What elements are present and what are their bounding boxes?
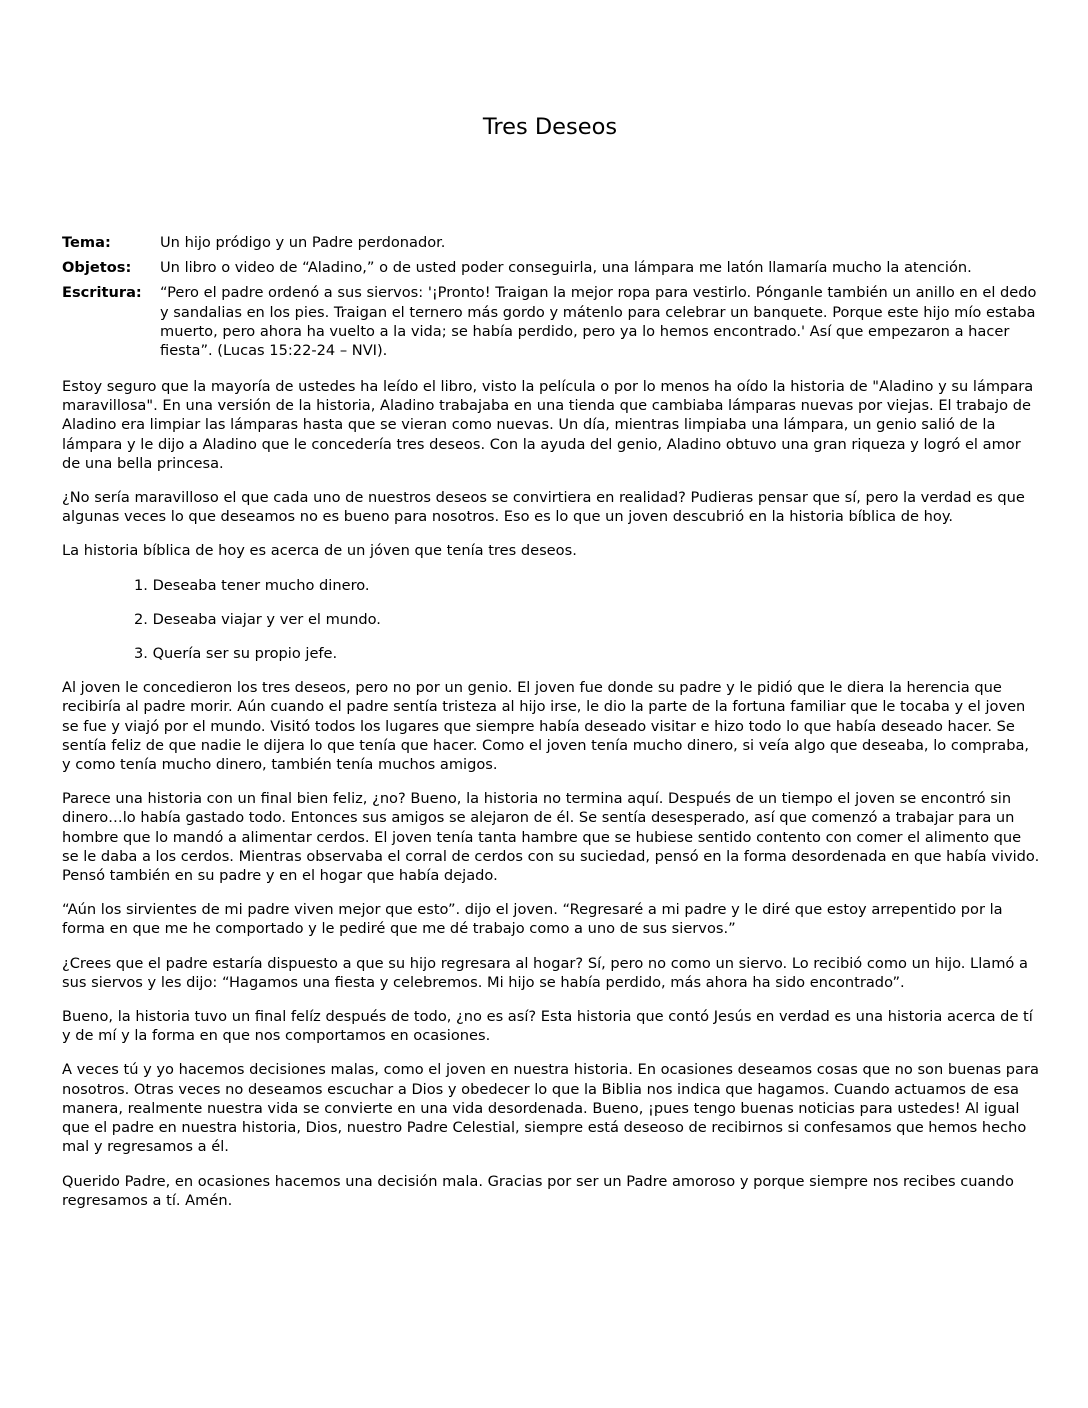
list-item: 2. Deseaba viajar y ver el mundo. [134,610,381,628]
info-row-escritura [62,283,1040,366]
wishes-list [62,576,1040,664]
paragraph: Parece una historia con un final bien feliz, ¿no? Bueno, la historia no termina aquí. Después de un tiempo el joven se encontró sin dinero…lo había gastado todo. Entonces sus amigos se alejaron de él. Se sentía desesperado, así que comenzó a trabajar para un hombre que lo mandó a alimentar cerdos. El joven tenía tanta hambre que se hubiese sentido contento con comer el alimento que se le daba a los cerdos. Mientras observaba el corral de cerdos con su suciedad, pensó en la forma desordenada en que había vivido. Pensó también en su padre y en el hogar que había dejado. [62,790,1040,885]
info-value: “Pero el padre ordenó a sus siervos: '¡Pronto! Traigan la mejor ropa para vestirlo. Pónganle también un anillo en el dedo y sandalias en los pies. Traigan el ternero más gordo y mátenlo para celebrar un banquete. Porque este hijo mío estaba muerto, pero ahora ha vuelto a la vida; se había perdido, pero ya lo hemos encontrado.' Así que empezaron a hacer fiesta”. (Lucas 15:22-24 – NVI). [160,284,1037,360]
info-value: Un hijo pródigo y un Padre perdonador. [160,234,446,251]
paragraph: Al joven le concedieron los tres deseos, pero no por un genio. El joven fue donde su padre y le pidió que le diera la herencia que recibiría al padre morir. Aún cuando el padre sentía tristeza al hijo irse, le dio la parte de la fortuna familiar que le tocaba y el joven se fue y viajó por el mundo. Visitó todos los lugares que siempre había deseado visitar e hizo todo lo que había deseado hacer. Se sentía feliz de que nadie le dijera lo que tenía que hacer. Como el joven tenía mucho dinero, si veía algo que deseaba, lo compraba, y como tenía mucho dinero, también tenía muchos amigos. [62,679,1030,774]
info-row-tema [62,233,1040,258]
list-item: 3. Quería ser su propio jefe. [134,645,338,663]
paragraph: A veces tú y yo hacemos decisiones malas, como el joven en nuestra historia. En ocasiones deseamos cosas que no son buenas para nosotros. Otras veces no deseamos escuchar a Dios y obedecer lo que la Biblia nos indica que hagamos. Cuando actuamos de esa manera, realmente nuestra vida se convierte en una vida desordenada. Bueno, ¡pues tengo buenas noticias para ustedes! Al igual que el padre en nuestra historia, Dios, nuestro Padre Celestial, siempre está deseoso de recibirnos si confesamos que hemos hecho mal y regresamos a él. [62,1061,1039,1156]
paragraph: ¿Crees que el padre estaría dispuesto a que su hijo regresara al hogar? Sí, pero no como un siervo. Lo recibió como un hijo. Llamó a sus siervos y les dijo: “Hagamos una fiesta y celebremos. Mi hijo se había perdido, más ahora ha sido encontrado”. [62,954,1028,991]
info-label: Objetos: [62,259,132,277]
paragraph: La historia bíblica de hoy es acerca de un jóven que tenía tres deseos. [62,542,577,560]
lesson-body [62,377,1040,1225]
list-item: 1. Deseaba tener mucho dinero. [134,576,370,594]
document-title: Tres Deseos [482,114,618,140]
paragraph: ¿No sería maravilloso el que cada uno de nuestros deseos se convirtiera en realidad? Pudieras pensar que sí, pero la verdad es que algunas veces lo que deseamos no es bueno para nosotros. Eso es lo que un joven descubrió en la historia bíblica de hoy. [62,489,1025,526]
lesson-info-table [62,233,1040,366]
info-label: Escritura: [62,284,142,302]
paragraph: Estoy seguro que la mayoría de ustedes ha leído el libro, visto la película o por lo menos ha oído la historia de "Aladino y su lámpara maravillosa". En una versión de la historia, Aladino trabajaba en una tienda que cambiaba lámparas nuevas por viejas. El trabajo de Aladino era limpiar las lámparas hasta que se vieran como nuevas. Un día, mientras limpiaba una lámpara, un genio salió de la lámpara y le dijo a Aladino que le concedería tres deseos. Con la ayuda del genio, Aladino obtuvo una gran riqueza y logró el amor de una bella princesa. [62,378,1034,472]
closing-prayer: Querido Padre, en ocasiones hacemos una decisión mala. Gracias por ser un Padre amoroso y porque siempre nos recibes cuando regresamos a tí. Amén. [62,1172,1014,1209]
info-label: Tema: [62,234,111,251]
info-value: Un libro o video de “Aladino,” o de usted poder conseguirla, una lámpara me latón llamaría mucho la atención. [160,259,972,277]
info-row-objetos [62,258,1040,283]
paragraph: Bueno, la historia tuvo un final felíz después de todo, ¿no es así? Esta historia que contó Jesús en verdad es una historia acerca de tí y de mí y la forma en que nos comportamos en ocasiones. [62,1008,1033,1045]
paragraph: “Aún los sirvientes de mi padre viven mejor que esto”. dijo el joven. “Regresaré a mi padre y le diré que estoy arrepentido por la forma en que me he comportado y le pediré que me dé trabajo como a uno de sus siervos.” [62,901,1003,938]
